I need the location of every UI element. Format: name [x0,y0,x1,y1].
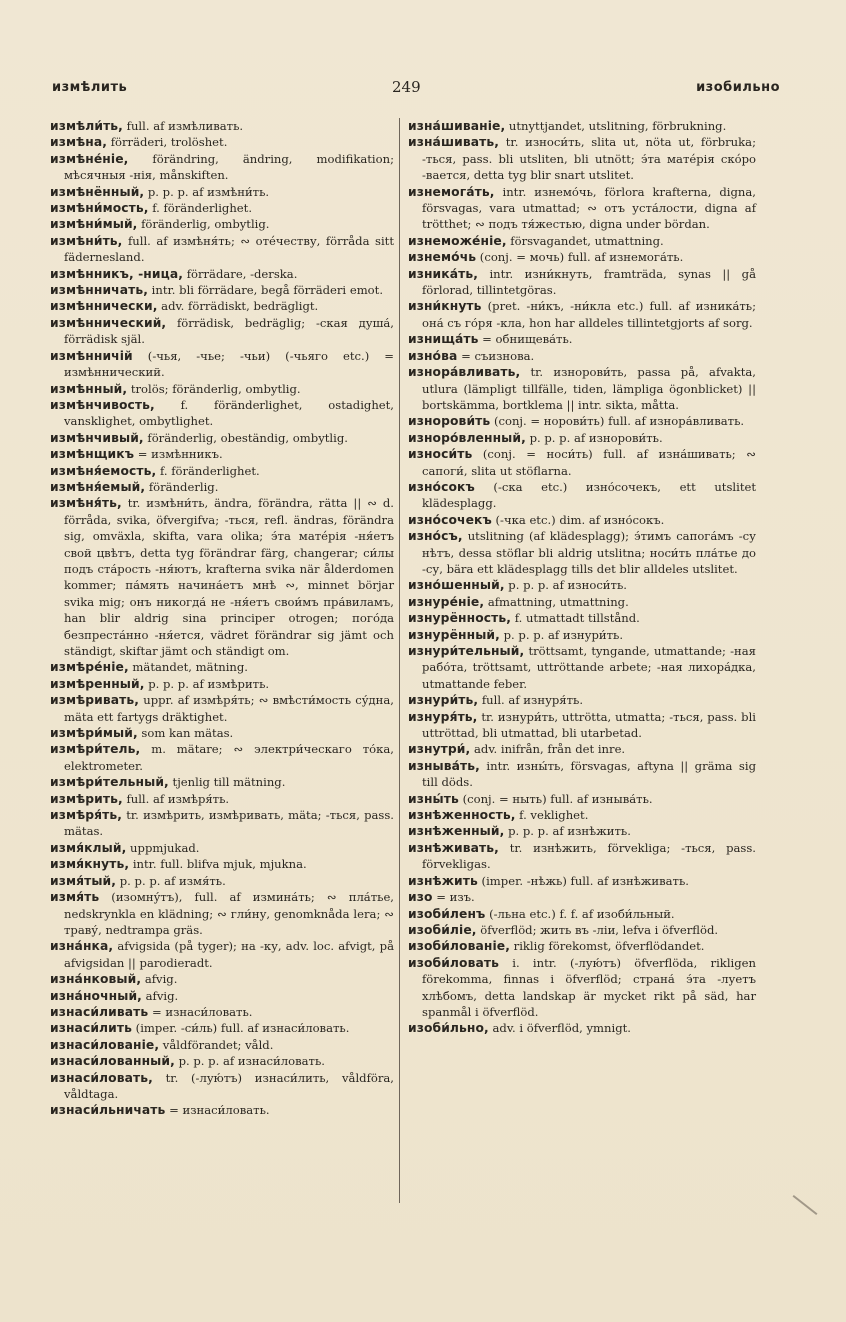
dictionary-entry [408,610,756,626]
entry-definition: förrädisk, bedräglig; -ская душа́, förrädisk själ. [64,315,394,347]
entry-definition: p. p. p. af измѣни́ть. [144,184,270,199]
entry-definition: = изнаси́ловать. [148,1004,253,1019]
entry-headword: изно́шенный, [408,578,505,593]
dictionary-entry [408,134,756,183]
dictionary-entry [408,331,756,347]
entry-headword: измѣня́емый, [50,479,146,494]
dictionary-entry [408,479,756,512]
dictionary-entry [50,184,394,200]
entry-definition: m. mätare; ∾ электри́ческаго то́ка, elektrometer. [64,742,394,773]
entry-headword: измѣнничать, [50,283,148,298]
dictionary-entry [50,266,394,282]
entry-definition: (conj. = норови́ть) full. af изнора́вливать. [490,414,745,429]
dictionary-entry [50,348,394,381]
dictionary-entry [408,758,756,791]
entry-headword: измѣнничій [50,348,133,363]
entry-headword: измѣни́мый, [50,217,138,232]
entry-headword: изнаси́ловать, [50,1070,153,1085]
entry-headword: измѣнённый, [50,184,145,199]
entry-headword: изно́съ, [408,529,463,544]
entry-headword: измя́тый, [50,873,117,888]
dictionary-entry [50,873,394,889]
dictionary-entry [50,397,394,430]
entry-definition: p. p. p. af изнаси́ловать. [174,1054,325,1069]
entry-headword: изнурённость, [408,611,512,626]
entry-headword: изнаси́лованіе, [50,1037,160,1052]
entry-definition: f. föränderlighet. [148,201,253,216]
entry-definition: intr. изни́кнуть, framträda, synas || gå förlorad, tillintetgöras. [422,266,756,298]
dictionary-entry [50,282,394,298]
entry-headword: изно́сокъ [408,479,475,494]
entry-definition: utslitning (af klädesplagg); э́тимъ сапога́мъ -су нѣтъ, dessa stöflar bli aldrig utslitna; носи́ть пла́тье до -су, bära ett klädesplagg tills det blir alldeles utslitet. [422,529,756,576]
entry-definition: afvig. [141,988,179,1003]
entry-definition: i. intr. (-лую́тъ) öfverflöda, rikligen förekomma, finnas i öfverflöd; страна́ э́та -луетъ хлѣбомъ, detta landskap är mycket rikt på säd, har spanmål i öfverflöd. [422,955,756,1019]
entry-headword: измя́ть [50,890,100,905]
entry-headword: измя́кнуть, [50,857,130,872]
entry-definition: (-ска etc.) изно́сочекъ, ett utslitet klädesplagg. [422,479,756,511]
entry-definition: förräderi, trolöshet. [107,135,228,150]
entry-definition: tr. (-лую́тъ) изнаси́лить, våldföra, våldtaga. [64,1070,394,1101]
entry-headword: изнѣжить [408,873,478,888]
right-column [408,118,756,1037]
entry-headword: изна́ночный, [50,988,142,1003]
entry-headword: изнемога́ть, [408,184,495,199]
dictionary-entry [50,134,394,150]
dictionary-entry [408,873,756,889]
entry-headword: измѣня́емость, [50,463,157,478]
dictionary-entry [408,823,756,839]
entry-definition: adv. inifrån, från det inre. [470,742,626,757]
entry-definition: (изомну́тъ), full. af измина́ть; ∾ пла́тье, nedskrynkla en klädning; ∾ гли́ну, genomknåda lera; ∾ траву́, nedtrampa gräs. [64,890,394,937]
dictionary-entry [50,988,394,1004]
dictionary-entry [50,938,394,971]
entry-definition: p. p. p. af изнорови́ть. [525,430,663,445]
entry-headword: измѣренный, [50,676,145,691]
dictionary-entry [408,692,756,708]
dictionary-entry [408,118,756,134]
entry-headword: изно́ва [408,348,458,363]
entry-headword: изноро́вленный, [408,430,526,445]
entry-definition: full. af изнуря́ть. [478,693,584,708]
entry-definition: p. p. p. af изнури́ть. [499,627,624,642]
entry-headword: изни́кнуть [408,299,482,314]
dictionary-entry [50,889,394,938]
dictionary-entry [50,840,394,856]
entry-definition: (imper. -нѣжь) full. af изнѣживать. [477,873,689,888]
dictionary-entry [408,413,756,429]
entry-headword: изнеможе́ніе, [408,233,507,248]
dictionary-entry [50,971,394,987]
entry-headword: изоби́ленъ [408,906,486,921]
entry-definition: tr. изнѣжить, förvekliga; -ться, pass. förvekligas. [422,840,756,872]
entry-headword: изнища́ть [408,332,479,347]
entry-definition: (imper. -си́ль) full. af изнаси́ловать. [132,1021,350,1036]
entry-definition: intr. изнемо́чь, förlora krafterna, digna, försvagas, vara utmattad; ∾ отъ уста́лости, digna af trötthet; ∾ подъ тя́жестью, digna under bördan. [422,184,756,232]
entry-headword: изнора́вливать, [408,365,521,380]
dictionary-entry [50,479,394,495]
entry-definition: adv. i öfverflöd, ymnigt. [488,1021,631,1036]
paper-scratch-mark [793,1195,818,1215]
column-divider [399,118,400,1203]
entry-definition: tr. износи́ть, slita ut, nöta ut, förbruka; -ться, pass. bli utsliten, bli utnött; э́та матéрія скóро -вается, detta tyg blir snart utslitet. [422,135,756,183]
entry-definition: f. veklighet. [515,808,589,823]
entry-headword: изны́ть [408,791,459,806]
dictionary-entry [50,791,394,807]
dictionary-entry [50,118,394,134]
dictionary-entry [408,298,756,331]
dictionary-entry [408,643,756,692]
dictionary-entry [50,463,394,479]
entry-headword: измѣривать, [50,693,140,708]
dictionary-entry [408,184,756,233]
dictionary-entry [408,577,756,593]
entry-headword: измѣни́ть, [50,233,123,248]
entry-definition: öfverflöd; жить въ -ліи, lefva i öfverflöd. [476,922,719,937]
entry-definition: = измѣнникъ. [134,447,223,462]
dictionary-entry [408,840,756,873]
dictionary-entry [408,594,756,610]
dictionary-entry [50,1070,394,1103]
entry-definition: försvagandet, utmattning. [506,233,664,248]
entry-definition: = съизнова. [457,348,535,363]
entry-definition: p. p. p. af изнѣжить. [504,824,631,839]
dictionary-entry [408,364,756,413]
entry-definition: tr. изнури́ть, uttrötta, utmatta; -ться, pass. bli uttröttad, bli utmattad, bli utarbetad. [422,709,756,741]
dictionary-entry [50,381,394,397]
entry-definition: förändring, ändring, modifikation; мѣсячныя -нія, månskiften. [64,151,394,183]
entry-headword: изоби́ловать [408,955,499,970]
entry-definition: (conj. = мочь) full. af изнемога́ть. [476,250,684,265]
entry-definition: föränderlig, ombytlig. [137,217,270,232]
entry-headword: изнаси́лованный, [50,1054,175,1069]
dictionary-entry [408,889,756,905]
entry-definition: (-чка etc.) dim. af изно́сокъ. [491,512,665,527]
entry-definition: föränderlig. [145,479,219,494]
entry-definition: f. föränderlighet. [156,463,260,478]
dictionary-entry [408,938,756,954]
dictionary-entry [50,446,394,462]
entry-definition: föränderlig, obeständig, ombytlig. [143,430,348,445]
entry-headword: изнаси́ливать [50,1004,149,1019]
entry-definition: afvig. [141,972,178,987]
entry-definition: f. föränderlighet, ostadighet, vansklighet, ombytlighet. [64,397,394,429]
entry-headword: измѣня́ть, [50,496,122,511]
dictionary-entry [50,741,394,774]
entry-definition: (pret. -ни́къ, -ни́кла etc.) full. af изника́ть; она́ съ го́ря -кла, hon har alldeles tillintetgjorts af sorg. [422,299,756,330]
entry-headword: изнорови́ть [408,414,491,429]
entry-headword: изна́шивать, [408,135,499,150]
dictionary-entry [50,676,394,692]
dictionary-entry [408,528,756,577]
dictionary-entry [408,249,756,265]
page-number: 249 [392,78,421,96]
entry-definition: förrädare, -derska. [183,266,298,281]
dictionary-entry [50,1053,394,1069]
entry-definition: tröttsamt, tyngande, utmattande; -ная рабо́та, tröttsamt, uttröttande arbete; -ная лихора́дка, utmattande feber. [422,644,756,691]
entry-headword: изоби́льно, [408,1021,489,1036]
entry-headword: измѣре́ніе, [50,660,129,675]
entry-headword: измя́клый, [50,840,127,855]
dictionary-entry [50,200,394,216]
entry-headword: изнури́ть, [408,693,479,708]
dictionary-entry [408,266,756,299]
header-left-guide-word: измѣлить [52,80,128,95]
entry-headword: изнуря́ть, [408,709,478,724]
entry-headword: изоби́ліе, [408,922,477,937]
header-right-guide-word: изобильно [696,80,780,95]
entry-headword: измѣне́ніе, [50,151,129,166]
dictionary-entry [408,922,756,938]
entry-definition: våldförandet; våld. [159,1037,274,1052]
entry-headword: изнутри́, [408,742,471,757]
entry-headword: изнѣженный, [408,824,505,839]
dictionary-entry [50,216,394,232]
entry-definition: (conj. = ныть) full. af изныва́ть. [458,791,653,806]
entry-headword: изнаси́лить [50,1021,132,1036]
dictionary-entry [408,446,756,479]
dictionary-entry [50,1102,394,1118]
entry-definition: full. af измѣря́ть. [122,791,230,806]
dictionary-entry [50,495,394,659]
entry-headword: измѣнникъ, -ница, [50,266,184,281]
entry-headword: измѣря́ть, [50,808,123,823]
entry-headword: измѣна, [50,135,108,150]
dictionary-entry [408,348,756,364]
entry-headword: измѣннически, [50,299,158,314]
dictionary-entry [50,692,394,725]
entry-headword: измѣни́мость, [50,201,149,216]
entry-headword: измѣнчивость, [50,397,155,412]
entry-definition: intr. bli förrädare, begå förräderi emot. [147,283,384,298]
entry-headword: изна́нка, [50,939,114,954]
dictionary-entry [408,807,756,823]
entry-headword: изныва́ть, [408,758,480,773]
entry-definition: tjenlig till mätning. [168,775,286,790]
entry-definition: p. p. p. af измѣрить. [144,676,270,691]
entry-definition: afvigsida (på tyger); на -ку, adv. loc. afvigt, på afvigsidan || parodieradt. [64,939,394,970]
dictionary-entry [50,1037,394,1053]
dictionary-entry [50,856,394,872]
entry-definition: (conj. = носи́ть) full. af изна́шивать; ∾ сапоги́, slita ut stöflarna. [422,447,756,478]
dictionary-entry [50,1004,394,1020]
entry-definition: = обнищева́ть. [478,332,573,347]
entry-headword: изнурённый, [408,627,500,642]
dictionary-entry [50,807,394,840]
entry-definition: intr. изны́ть, försvagas, aftyna || gräma sig till döds. [422,758,756,790]
entry-headword: изника́ть, [408,266,478,281]
entry-definition: (-чья, -чье; -чьи) (-чьяго etc.) = измѣннический. [64,348,394,380]
entry-definition: mätandet, mätning. [128,660,248,675]
entry-headword: измѣли́ть, [50,119,123,133]
entry-definition: p. p. p. af износи́ть. [504,578,627,593]
entry-definition: adv. förrädiskt, bedrägligt. [157,299,319,314]
entry-definition: som kan mätas. [137,726,234,741]
entry-definition: afmattning, utmattning. [484,594,629,609]
entry-headword: изнемо́чь [408,250,477,265]
entry-definition: tr. измѣрить, измѣривать, mäta; -ться, pass. mätas. [64,808,394,839]
dictionary-entry [408,955,756,1021]
dictionary-entry [408,741,756,757]
dictionary-entry [50,774,394,790]
entry-definition: uppr. af измѣря́ть; ∾ вмѣсти́мость су́дна, mäta ett fartygs dräktighet. [64,693,394,724]
dictionary-entry [50,233,394,266]
page-header [52,78,780,100]
dictionary-entry [408,791,756,807]
entry-definition: full. af измѣня́ть; ∾ отéчеству, förråda sitt fäderneslаnd. [64,233,394,265]
entry-definition: tr. изнорови́ть, passa på, afvakta, utlura (lämpligt tillfälle, tiden, lämpliga ögonblicket) || bortskämma, bortklema || intr. sikta, måtta. [422,365,756,412]
entry-headword: изнаси́льничать [50,1103,166,1118]
dictionary-entry [50,725,394,741]
entry-headword: измѣнный, [50,381,128,396]
entry-headword: изна́шиваніе, [408,119,506,133]
entry-headword: изо [408,890,433,905]
dictionary-entry [50,430,394,446]
dictionary-entry [50,298,394,314]
entry-definition: full. af измѣливать. [122,119,244,133]
entry-headword: износи́ть [408,447,473,462]
entry-definition: = изъ. [432,890,475,905]
entry-definition: uppmjukad. [126,840,200,855]
entry-headword: измѣри́тель, [50,742,141,757]
entry-definition: (-льна etc.) f. f. af изоби́льный. [485,906,675,921]
entry-headword: изна́нковый, [50,972,142,987]
dictionary-entry [408,430,756,446]
dictionary-entry [408,1020,756,1036]
entry-headword: измѣнщикъ [50,447,135,462]
entry-definition: f. utmattadt tillstånd. [511,611,640,626]
entry-definition: = изнаси́ловать. [165,1103,270,1118]
entry-headword: изнѣженность, [408,808,516,823]
entry-headword: изнуре́ніе, [408,594,485,609]
dictionary-entry [50,659,394,675]
entry-headword: изно́сочекъ [408,512,492,527]
entry-definition: p. p. p. af измя́ть. [116,873,226,888]
entry-headword: измѣнчивый, [50,430,144,445]
entry-definition: intr. full. blifva mjuk, mjukna. [129,857,307,872]
dictionary-entry [50,151,394,184]
dictionary-entry [408,709,756,742]
dictionary-entry [408,512,756,528]
entry-definition: utnyttjandet, utslitning, förbrukning. [505,119,727,133]
entry-headword: измѣннический, [50,315,167,330]
dictionary-entry [50,1020,394,1036]
entry-headword: изнури́тельный, [408,644,525,658]
dictionary-entry [408,233,756,249]
entry-headword: измѣрить, [50,791,123,806]
entry-headword: измѣри́тельный, [50,775,169,790]
entry-definition: riklig förekomst, öfverflödandet. [509,939,705,954]
entry-headword: изнѣживать, [408,840,499,855]
left-column [50,118,394,1119]
dictionary-entry [50,315,394,348]
dictionary-entry [408,627,756,643]
entry-definition: trolös; föränderlig, ombytlig. [127,381,301,396]
entry-headword: измѣри́мый, [50,726,138,741]
dictionary-entry [408,906,756,922]
entry-headword: изоби́лованіе, [408,939,510,954]
entry-definition: tr. измѣни́ть, ändra, förändra, rätta || ∾ d. förråda, svika, öfvergifva; -ться, refl. ändras, förändra sig, omväxla, skifta, vara olika; э́та матéрія -ня́етъ свой цвѣтъ, detta tyg förändrar färg, changerar; си́лы подъ ста́рость -ня́ютъ, krafterna svika när ålderdomen kommer; па́мять начина́етъ мнѣ ∾, minnet börjar svika mig; онъ никогда́ не -ня́етъ свои́мъ пра́виламъ, han blir aldrig sina principer otrogen; пого́да безпреста́нно -ня́ется, vädret förändrar sig jämt och ständigt, skiftar jämt och ständigt om. [64,496,394,658]
